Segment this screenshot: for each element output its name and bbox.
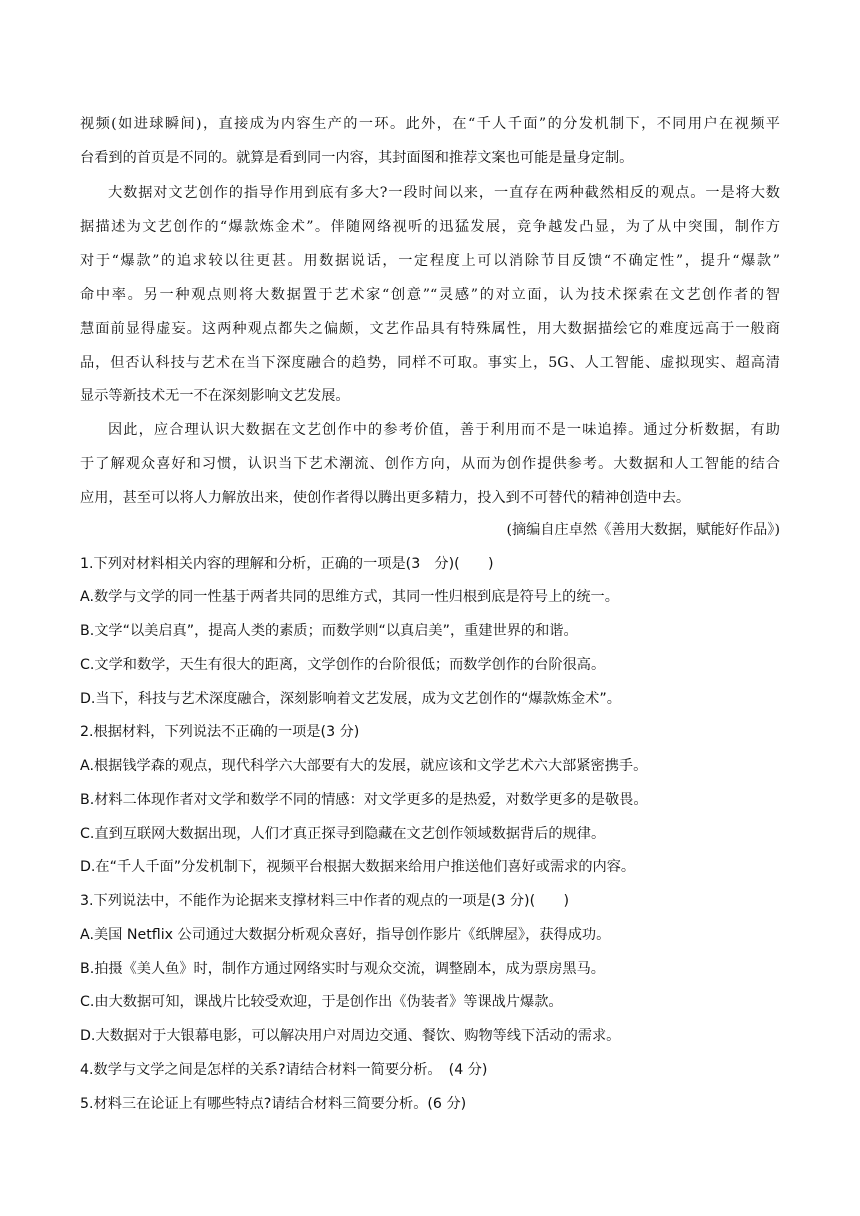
passage-line: 品，但否认科技与艺术在当下深度融合的趋势，同样不可取。事实上，5G、人工智能、虚拟现实、超高清	[80, 355, 780, 371]
question-3-option-d: D.大数据对于大银幕电影，可以解决用户对周边交通、餐饮、购物等线下活动的需求。	[80, 1028, 621, 1044]
question-1-option-d: D.当下，科技与艺术深度融合，深刻影响着文艺发展，成为文艺创作的“爆款炼金术”。	[80, 691, 621, 707]
passage-line: 于了解观众喜好和习惯，认识当下艺术潮流、创作方向，从而为创作提供参考。大数据和人工智能的结合	[80, 456, 780, 472]
question-3-option-b: B.拍摄《美人鱼》时，制作方通过网络实时与观众交流，调整剧本，成为票房黑马。	[80, 961, 605, 977]
question-1-stem: 1.下列对材料相关内容的理解和分析，正确的一项是(3 分)( )	[80, 556, 494, 572]
question-3-option-a: A.美国 Netflix 公司通过大数据分析观众喜好，指导创作影片《纸牌屋》，获得成功。	[80, 927, 611, 943]
question-1-option-a: A.数学与文学的同一性基于两者共同的思维方式，其同一性归根到底是符号上的统一。	[80, 589, 619, 605]
source-citation: (摘编自庄卓然《善用大数据，赋能好作品》)	[506, 522, 780, 538]
passage-line: 大数据对文艺创作的指导作用到底有多大?一段时间以来，一直存在两种截然相反的观点。一是将大数	[108, 185, 780, 201]
passage-line: 对于“爆款”的追求较以往更甚。用数据说话，一定程度上可以消除节目反馈“不确定性”，提升“爆款”	[80, 253, 780, 269]
question-2-stem: 2.根据材料，下列说法不正确的一项是(3 分)	[80, 724, 360, 740]
question-2-option-a: A.根据钱学森的观点，现代科学六大部要有大的发展，就应该和文学艺术六大部紧密携手。	[80, 758, 648, 774]
question-3-stem: 3.下列说法中，不能作为论据来支撑材料三中作者的观点的一项是(3 分)( )	[80, 893, 570, 909]
question-2-option-c: C.直到互联网大数据出现，人们才真正探寻到隐藏在文艺创作领域数据背后的规律。	[80, 826, 606, 842]
passage-line: 显示等新技术无一不在深刻影响文艺发展。	[80, 388, 350, 404]
question-5: 5.材料三在论证上有哪些特点?请结合材料三简要分析。(6 分)	[80, 1096, 467, 1112]
question-2-option-d: D.在“千人千面”分发机制下，视频平台根据大数据来给用户推送他们喜好或需求的内容。	[80, 859, 636, 875]
passage-line: 台看到的首页是不同的。就算是看到同一内容，其封面图和推荐文案也可能是量身定制。	[80, 150, 634, 166]
passage-line: 据描述为文艺创作的“爆款炼金术”。伴随网络视听的迅猛发展，竞争越发凸显，为了从中突围，制作方	[80, 219, 780, 235]
passage-line: 命中率。另一种观点则将大数据置于艺术家“创意”“灵感”的对立面，认为技术探索在文艺创作者的智	[80, 287, 780, 303]
question-4: 4.数学与文学之间是怎样的关系?请结合材料一简要分析。 (4 分)	[80, 1062, 488, 1078]
passage-line: 慧面前显得虚妄。这两种观点都失之偏颇，文艺作品具有特殊属性，用大数据描绘它的难度远高于一般商	[80, 321, 780, 337]
question-2-option-b: B.材料二体现作者对文学和数学不同的情感：对文学更多的是热爱，对数学更多的是敬畏。	[80, 792, 648, 808]
passage-line: 因此，应合理认识大数据在文艺创作中的参考价值，善于利用而不是一味追捧。通过分析数据，有助	[108, 422, 780, 438]
question-1-option-b: B.文学“以美启真”，提高人类的素质；而数学则“以真启美”，重建世界的和谐。	[80, 623, 578, 639]
question-3-option-c: C.由大数据可知，课战片比较受欢迎，于是创作出《伪装者》等课战片爆款。	[80, 994, 563, 1010]
question-1-option-c: C.文学和数学，天生有很大的距离，文学创作的台阶很低；而数学创作的台阶很高。	[80, 657, 606, 673]
passage-line: 视频(如进球瞬间)，直接成为内容生产的一环。此外，在“千人千面”的分发机制下，不同用户在视频平	[80, 116, 780, 132]
passage-line: 应用，甚至可以将人力解放出来，使创作者得以腾出更多精力，投入到不可替代的精神创造中去。	[80, 490, 691, 506]
